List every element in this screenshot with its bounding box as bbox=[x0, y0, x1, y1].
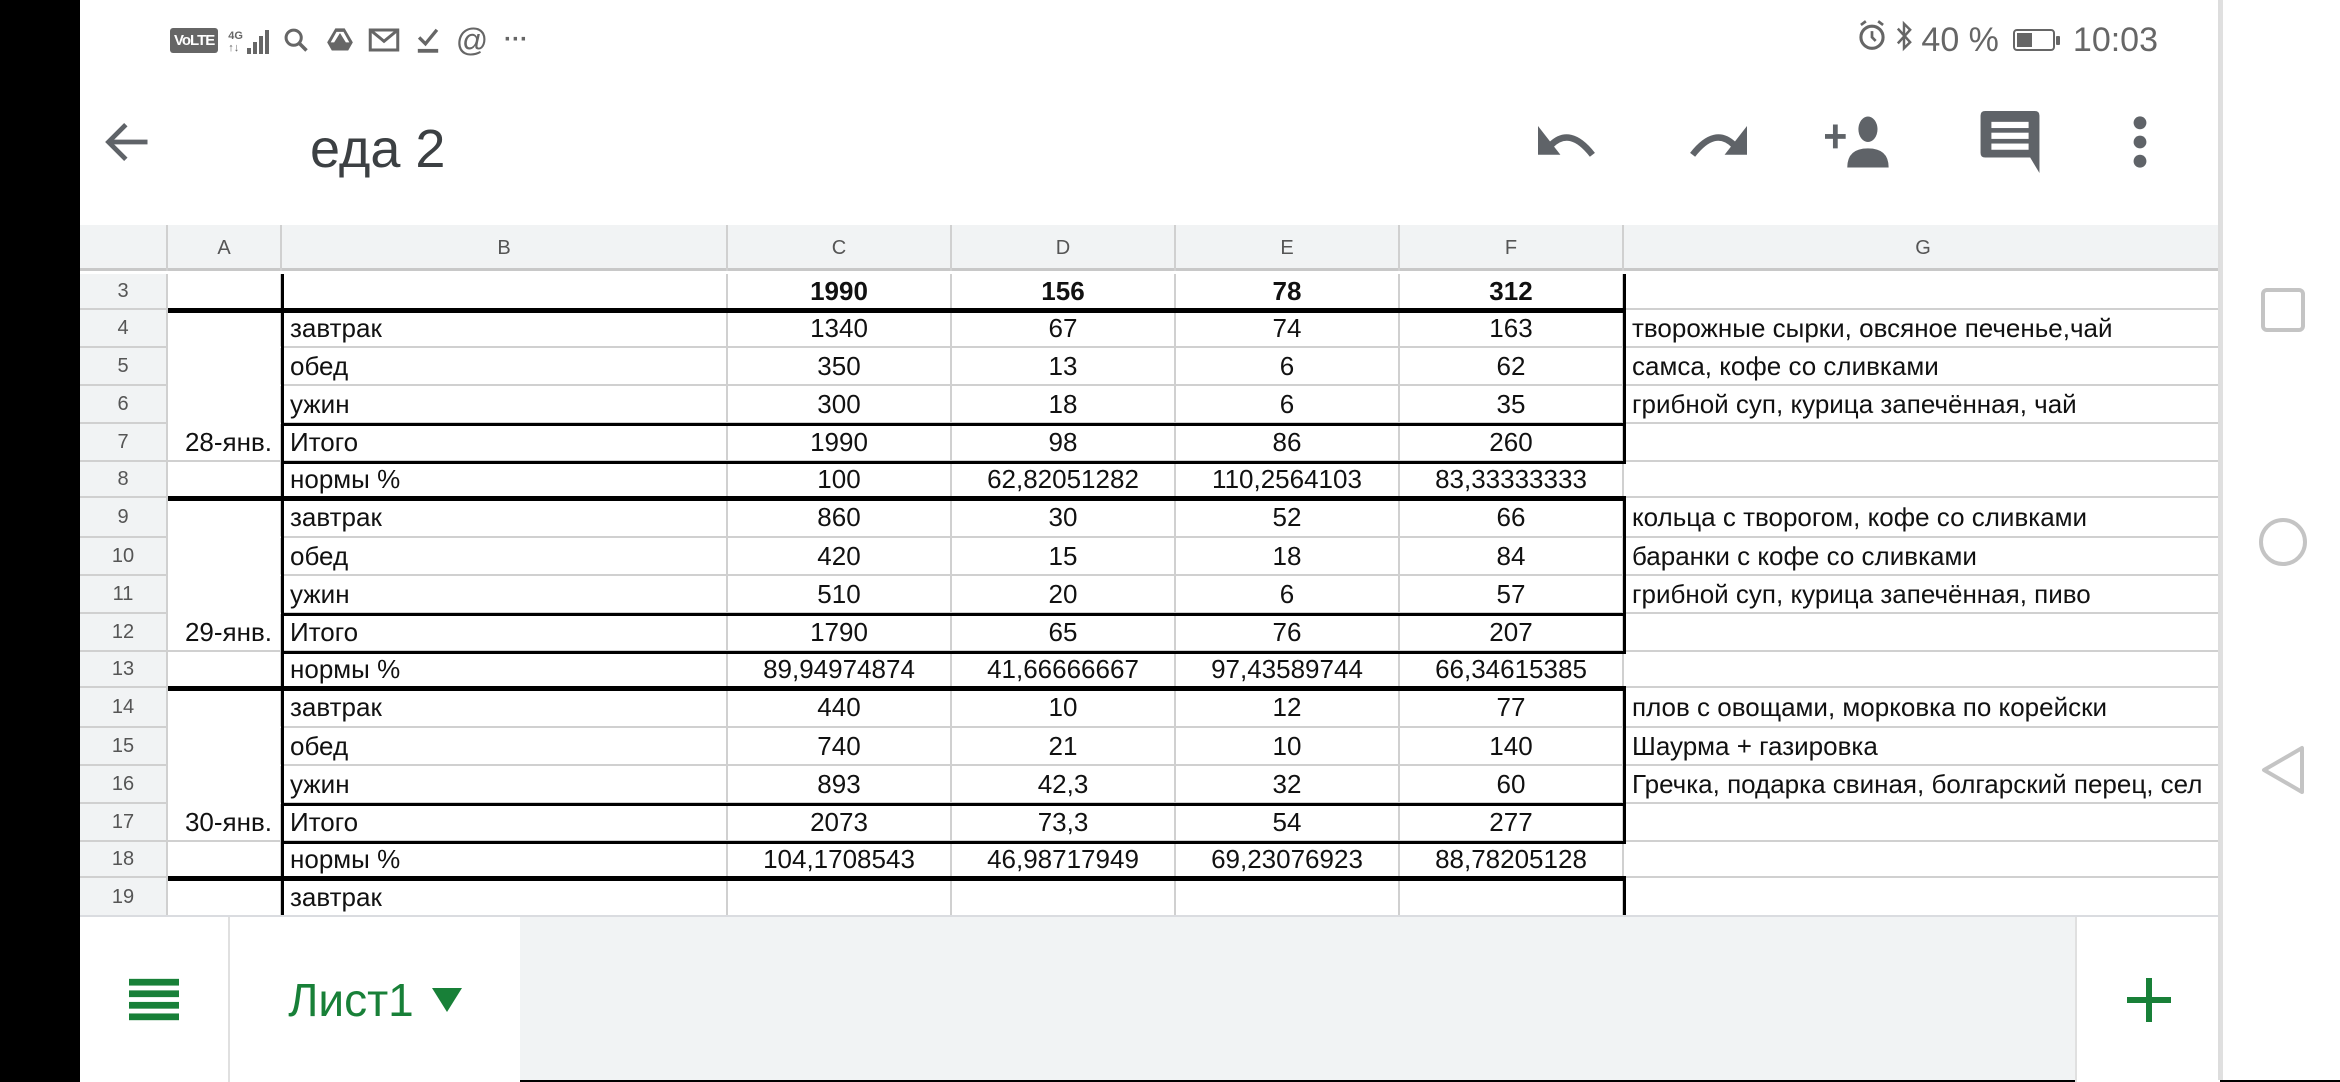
cell-c17[interactable]: 2073 bbox=[728, 804, 952, 842]
cell-b15[interactable]: обед bbox=[282, 728, 728, 766]
cell-b3[interactable] bbox=[282, 274, 728, 310]
add-sheet-icon bbox=[2127, 978, 2171, 1022]
cell-d6[interactable]: 18 bbox=[952, 386, 1176, 424]
cell-a16[interactable] bbox=[168, 766, 282, 804]
redo-icon bbox=[1683, 122, 1747, 162]
notification-icons bbox=[170, 22, 533, 58]
cell-border bbox=[281, 274, 284, 918]
cell-e14[interactable]: 12 bbox=[1176, 688, 1400, 728]
cell-e7[interactable]: 86 bbox=[1176, 424, 1400, 462]
cell-e11[interactable]: 6 bbox=[1176, 576, 1400, 614]
comment-icon bbox=[1980, 111, 2040, 173]
cell-a17[interactable]: 30-янв. bbox=[168, 804, 282, 842]
cell-e3[interactable]: 78 bbox=[1176, 274, 1400, 310]
cell-border bbox=[282, 613, 1626, 616]
undo-button[interactable] bbox=[1530, 102, 1610, 182]
cell-c11[interactable]: 510 bbox=[728, 576, 952, 614]
bluetooth-icon bbox=[1895, 20, 1913, 61]
cell-a6[interactable] bbox=[168, 386, 282, 424]
sheets-list-icon bbox=[129, 978, 179, 1022]
row-header-12[interactable]: 12 bbox=[80, 614, 168, 652]
cell-g15[interactable]: Шаурма + газировка bbox=[1624, 728, 2224, 766]
cell-g10[interactable]: баранки с кофе со сливками bbox=[1624, 538, 2224, 576]
cell-border bbox=[282, 461, 1626, 464]
back-button[interactable] bbox=[88, 102, 168, 182]
cell-b11[interactable]: ужин bbox=[282, 576, 728, 614]
cell-e18[interactable]: 69,23076923 bbox=[1176, 842, 1400, 878]
cell-d18[interactable]: 46,98717949 bbox=[952, 842, 1176, 878]
cell-border bbox=[168, 496, 1626, 501]
cell-g16[interactable]: Гречка, подарка свиная, болгарский перец, сел bbox=[1624, 766, 2224, 804]
cell-border bbox=[168, 876, 1626, 881]
cell-b14[interactable]: завтрак bbox=[282, 688, 728, 728]
cell-b18[interactable]: нормы % bbox=[282, 842, 728, 878]
cell-d17[interactable]: 73,3 bbox=[952, 804, 1176, 842]
cell-e12[interactable]: 76 bbox=[1176, 614, 1400, 652]
cell-e17[interactable]: 54 bbox=[1176, 804, 1400, 842]
clock: 10:03 bbox=[2072, 20, 2158, 59]
row-header-8[interactable]: 8 bbox=[80, 462, 168, 498]
cell-c6[interactable]: 300 bbox=[728, 386, 952, 424]
column-header-c[interactable]: C bbox=[728, 225, 952, 271]
all-sheets-button[interactable] bbox=[80, 917, 230, 1082]
search-icon bbox=[279, 23, 313, 57]
cell-a4[interactable] bbox=[168, 310, 282, 348]
cell-d3[interactable]: 156 bbox=[952, 274, 1176, 310]
row-header-3[interactable]: 3 bbox=[80, 274, 168, 310]
cell-f6[interactable]: 35 bbox=[1400, 386, 1624, 424]
cell-e9[interactable]: 52 bbox=[1176, 498, 1400, 538]
back-triangle-icon bbox=[2260, 744, 2306, 796]
cell-a12[interactable]: 29-янв. bbox=[168, 614, 282, 652]
dropdown-triangle-icon[interactable] bbox=[432, 988, 462, 1012]
cell-border bbox=[1623, 274, 1626, 310]
row-header-4[interactable]: 4 bbox=[80, 310, 168, 348]
drive-icon bbox=[323, 23, 357, 57]
cell-d10[interactable]: 15 bbox=[952, 538, 1176, 576]
spreadsheet-grid[interactable] bbox=[80, 225, 2220, 915]
document-title[interactable]: еда 2 bbox=[310, 119, 446, 179]
cell-border bbox=[168, 308, 1626, 313]
cell-d15[interactable]: 21 bbox=[952, 728, 1176, 766]
cell-f13[interactable]: 66,34615385 bbox=[1400, 652, 1624, 688]
cell-a13[interactable] bbox=[168, 652, 282, 688]
cell-c3[interactable]: 1990 bbox=[728, 274, 952, 310]
cell-c9[interactable]: 860 bbox=[728, 498, 952, 538]
home-circle-icon bbox=[2257, 516, 2309, 568]
cell-border bbox=[282, 423, 1626, 426]
cell-e13[interactable]: 97,43589744 bbox=[1176, 652, 1400, 688]
redo-button[interactable] bbox=[1675, 102, 1755, 182]
cell-c18[interactable]: 104,1708543 bbox=[728, 842, 952, 878]
row-header-19[interactable]: 19 bbox=[80, 878, 168, 918]
row-header-16[interactable]: 16 bbox=[80, 766, 168, 804]
cell-b17[interactable]: Итого bbox=[282, 804, 728, 842]
cell-a9[interactable] bbox=[168, 498, 282, 538]
cell-f5[interactable]: 62 bbox=[1400, 348, 1624, 386]
cell-c4[interactable]: 1340 bbox=[728, 310, 952, 348]
battery-percent: 40 % bbox=[1921, 20, 1999, 59]
cell-e16[interactable]: 32 bbox=[1176, 766, 1400, 804]
column-header-f[interactable]: F bbox=[1400, 225, 1624, 271]
cell-e19[interactable] bbox=[1176, 878, 1400, 918]
at-icon: @ bbox=[455, 21, 489, 58]
cell-f3[interactable]: 312 bbox=[1400, 274, 1624, 310]
cell-border bbox=[1623, 496, 1626, 652]
row-header-5[interactable]: 5 bbox=[80, 348, 168, 386]
cell-b19[interactable]: завтрак bbox=[282, 878, 728, 918]
cell-a11[interactable] bbox=[168, 576, 282, 614]
alarm-icon bbox=[1857, 20, 1887, 61]
comments-button[interactable] bbox=[1970, 102, 2050, 182]
sheet-tab-label: Лист1 bbox=[288, 973, 414, 1026]
cell-g7[interactable] bbox=[1624, 424, 2224, 462]
column-header-b[interactable]: B bbox=[282, 225, 728, 271]
cell-b6[interactable]: ужин bbox=[282, 386, 728, 424]
column-header-row bbox=[80, 225, 2220, 271]
cell-d16[interactable]: 42,3 bbox=[952, 766, 1176, 804]
cell-d12[interactable]: 65 bbox=[952, 614, 1176, 652]
cell-g8[interactable] bbox=[1624, 462, 2224, 498]
cell-b12[interactable]: Итого bbox=[282, 614, 728, 652]
cell-c10[interactable]: 420 bbox=[728, 538, 952, 576]
cell-f7[interactable]: 260 bbox=[1400, 424, 1624, 462]
cell-f16[interactable]: 60 bbox=[1400, 766, 1624, 804]
system-nav-bar bbox=[2220, 0, 2340, 1080]
app-screen bbox=[80, 0, 2220, 1080]
cell-border bbox=[282, 841, 1626, 844]
task-check-icon bbox=[411, 23, 445, 57]
cell-d4[interactable]: 67 bbox=[952, 310, 1176, 348]
cell-g3[interactable] bbox=[1624, 274, 2224, 310]
signal-4g-icon: 4G ↑↓ bbox=[228, 26, 269, 54]
cell-e15[interactable]: 10 bbox=[1176, 728, 1400, 766]
row-header-6[interactable]: 6 bbox=[80, 386, 168, 424]
cell-d7[interactable]: 98 bbox=[952, 424, 1176, 462]
cell-border bbox=[1623, 686, 1626, 842]
recents-button[interactable] bbox=[2253, 280, 2313, 340]
cell-g12[interactable] bbox=[1624, 614, 2224, 652]
cell-f12[interactable]: 207 bbox=[1400, 614, 1624, 652]
add-sheet-button[interactable] bbox=[2075, 917, 2220, 1082]
cell-f14[interactable]: 77 bbox=[1400, 688, 1624, 728]
cell-border bbox=[282, 651, 1626, 654]
sheet-tab-active[interactable] bbox=[230, 917, 520, 1082]
row-header-17[interactable]: 17 bbox=[80, 804, 168, 842]
row-header-7[interactable]: 7 bbox=[80, 424, 168, 462]
row-header-14[interactable]: 14 bbox=[80, 688, 168, 728]
cell-b4[interactable]: завтрак bbox=[282, 310, 728, 348]
cell-b7[interactable]: Итого bbox=[282, 424, 728, 462]
cell-c5[interactable]: 350 bbox=[728, 348, 952, 386]
cell-b10[interactable]: обед bbox=[282, 538, 728, 576]
cell-b8[interactable]: нормы % bbox=[282, 462, 728, 498]
volte-icon: VoLTE bbox=[170, 28, 218, 53]
row-header-13[interactable]: 13 bbox=[80, 652, 168, 688]
row-header-15[interactable]: 15 bbox=[80, 728, 168, 766]
cell-g18[interactable] bbox=[1624, 842, 2224, 878]
cell-a8[interactable] bbox=[168, 462, 282, 498]
arrow-back-icon bbox=[102, 116, 154, 168]
column-header-g[interactable]: G bbox=[1624, 225, 2224, 271]
home-button[interactable] bbox=[2253, 512, 2313, 572]
more-vert-icon bbox=[2132, 116, 2148, 168]
recents-square-icon bbox=[2260, 287, 2306, 333]
sheet-tab-bar bbox=[80, 915, 2220, 1080]
cell-a7[interactable]: 28-янв. bbox=[168, 424, 282, 462]
cell-c15[interactable]: 740 bbox=[728, 728, 952, 766]
cell-g9[interactable]: кольца с творогом, кофе со сливками bbox=[1624, 498, 2224, 538]
share-person-add-icon bbox=[1825, 116, 1895, 168]
cell-b16[interactable]: ужин bbox=[282, 766, 728, 804]
cell-g6[interactable]: грибной суп, курица запечённая, чай bbox=[1624, 386, 2224, 424]
row-header-11[interactable]: 11 bbox=[80, 576, 168, 614]
cell-f19[interactable] bbox=[1400, 878, 1624, 918]
cell-g19[interactable] bbox=[1624, 878, 2224, 918]
cell-e4[interactable]: 74 bbox=[1176, 310, 1400, 348]
system-status bbox=[1857, 20, 2158, 60]
cell-b13[interactable]: нормы % bbox=[282, 652, 728, 688]
cell-a10[interactable] bbox=[168, 538, 282, 576]
back-nav-button[interactable] bbox=[2253, 740, 2313, 800]
undo-icon bbox=[1538, 122, 1602, 162]
cell-g17[interactable] bbox=[1624, 804, 2224, 842]
cell-d5[interactable]: 13 bbox=[952, 348, 1176, 386]
cell-g13[interactable] bbox=[1624, 652, 2224, 688]
cell-e6[interactable]: 6 bbox=[1176, 386, 1400, 424]
battery-icon bbox=[2013, 29, 2055, 51]
cell-g11[interactable]: грибной суп, курица запечённая, пиво bbox=[1624, 576, 2224, 614]
column-header-d[interactable]: D bbox=[952, 225, 1176, 271]
cell-f9[interactable]: 66 bbox=[1400, 498, 1624, 538]
cell-f18[interactable]: 88,78205128 bbox=[1400, 842, 1624, 878]
select-all-corner[interactable] bbox=[80, 225, 168, 271]
cell-a15[interactable] bbox=[168, 728, 282, 766]
cell-d8[interactable]: 62,82051282 bbox=[952, 462, 1176, 498]
cell-a18[interactable] bbox=[168, 842, 282, 878]
cell-f11[interactable]: 57 bbox=[1400, 576, 1624, 614]
cell-a14[interactable] bbox=[168, 688, 282, 728]
column-header-a[interactable]: A bbox=[168, 225, 282, 271]
mail-icon bbox=[367, 23, 401, 57]
column-header-e[interactable]: E bbox=[1176, 225, 1400, 271]
cell-border bbox=[168, 686, 1626, 691]
status-bar bbox=[80, 0, 2220, 80]
cell-a19[interactable] bbox=[168, 878, 282, 918]
cell-d11[interactable]: 20 bbox=[952, 576, 1176, 614]
cell-d9[interactable]: 30 bbox=[952, 498, 1176, 538]
cell-border bbox=[1623, 308, 1626, 462]
cell-f8[interactable]: 83,33333333 bbox=[1400, 462, 1624, 498]
network-type-label: 4G bbox=[228, 30, 243, 42]
row-header-10[interactable]: 10 bbox=[80, 538, 168, 576]
cell-c16[interactable]: 893 bbox=[728, 766, 952, 804]
cell-d13[interactable]: 41,66666667 bbox=[952, 652, 1176, 688]
cell-e5[interactable]: 6 bbox=[1176, 348, 1400, 386]
cell-c7[interactable]: 1990 bbox=[728, 424, 952, 462]
more-options-button[interactable] bbox=[2100, 102, 2180, 182]
cell-a5[interactable] bbox=[168, 348, 282, 386]
share-button[interactable] bbox=[1820, 102, 1900, 182]
cell-border bbox=[282, 803, 1626, 806]
cell-g14[interactable]: плов с овощами, морковка по корейски bbox=[1624, 688, 2224, 728]
cell-f17[interactable]: 277 bbox=[1400, 804, 1624, 842]
cell-b9[interactable]: завтрак bbox=[282, 498, 728, 538]
cell-g5[interactable]: самса, кофе со сливками bbox=[1624, 348, 2224, 386]
cell-e8[interactable]: 110,2564103 bbox=[1176, 462, 1400, 498]
cell-g4[interactable]: творожные сырки, овсяное печенье,чай bbox=[1624, 310, 2224, 348]
cell-d14[interactable]: 10 bbox=[952, 688, 1176, 728]
cell-c19[interactable] bbox=[728, 878, 952, 918]
cell-c8[interactable]: 100 bbox=[728, 462, 952, 498]
cell-a3[interactable] bbox=[168, 274, 282, 310]
more-notifications-icon: ··· bbox=[503, 26, 528, 53]
cell-e10[interactable]: 18 bbox=[1176, 538, 1400, 576]
row-header-18[interactable]: 18 bbox=[80, 842, 168, 878]
cell-c12[interactable]: 1790 bbox=[728, 614, 952, 652]
cell-border bbox=[1623, 876, 1626, 918]
cell-d19[interactable] bbox=[952, 878, 1176, 918]
cell-f10[interactable]: 84 bbox=[1400, 538, 1624, 576]
row-header-9[interactable]: 9 bbox=[80, 498, 168, 538]
cell-b5[interactable]: обед bbox=[282, 348, 728, 386]
cell-f4[interactable]: 163 bbox=[1400, 310, 1624, 348]
cell-f15[interactable]: 140 bbox=[1400, 728, 1624, 766]
cell-c13[interactable]: 89,94974874 bbox=[728, 652, 952, 688]
cell-c14[interactable]: 440 bbox=[728, 688, 952, 728]
